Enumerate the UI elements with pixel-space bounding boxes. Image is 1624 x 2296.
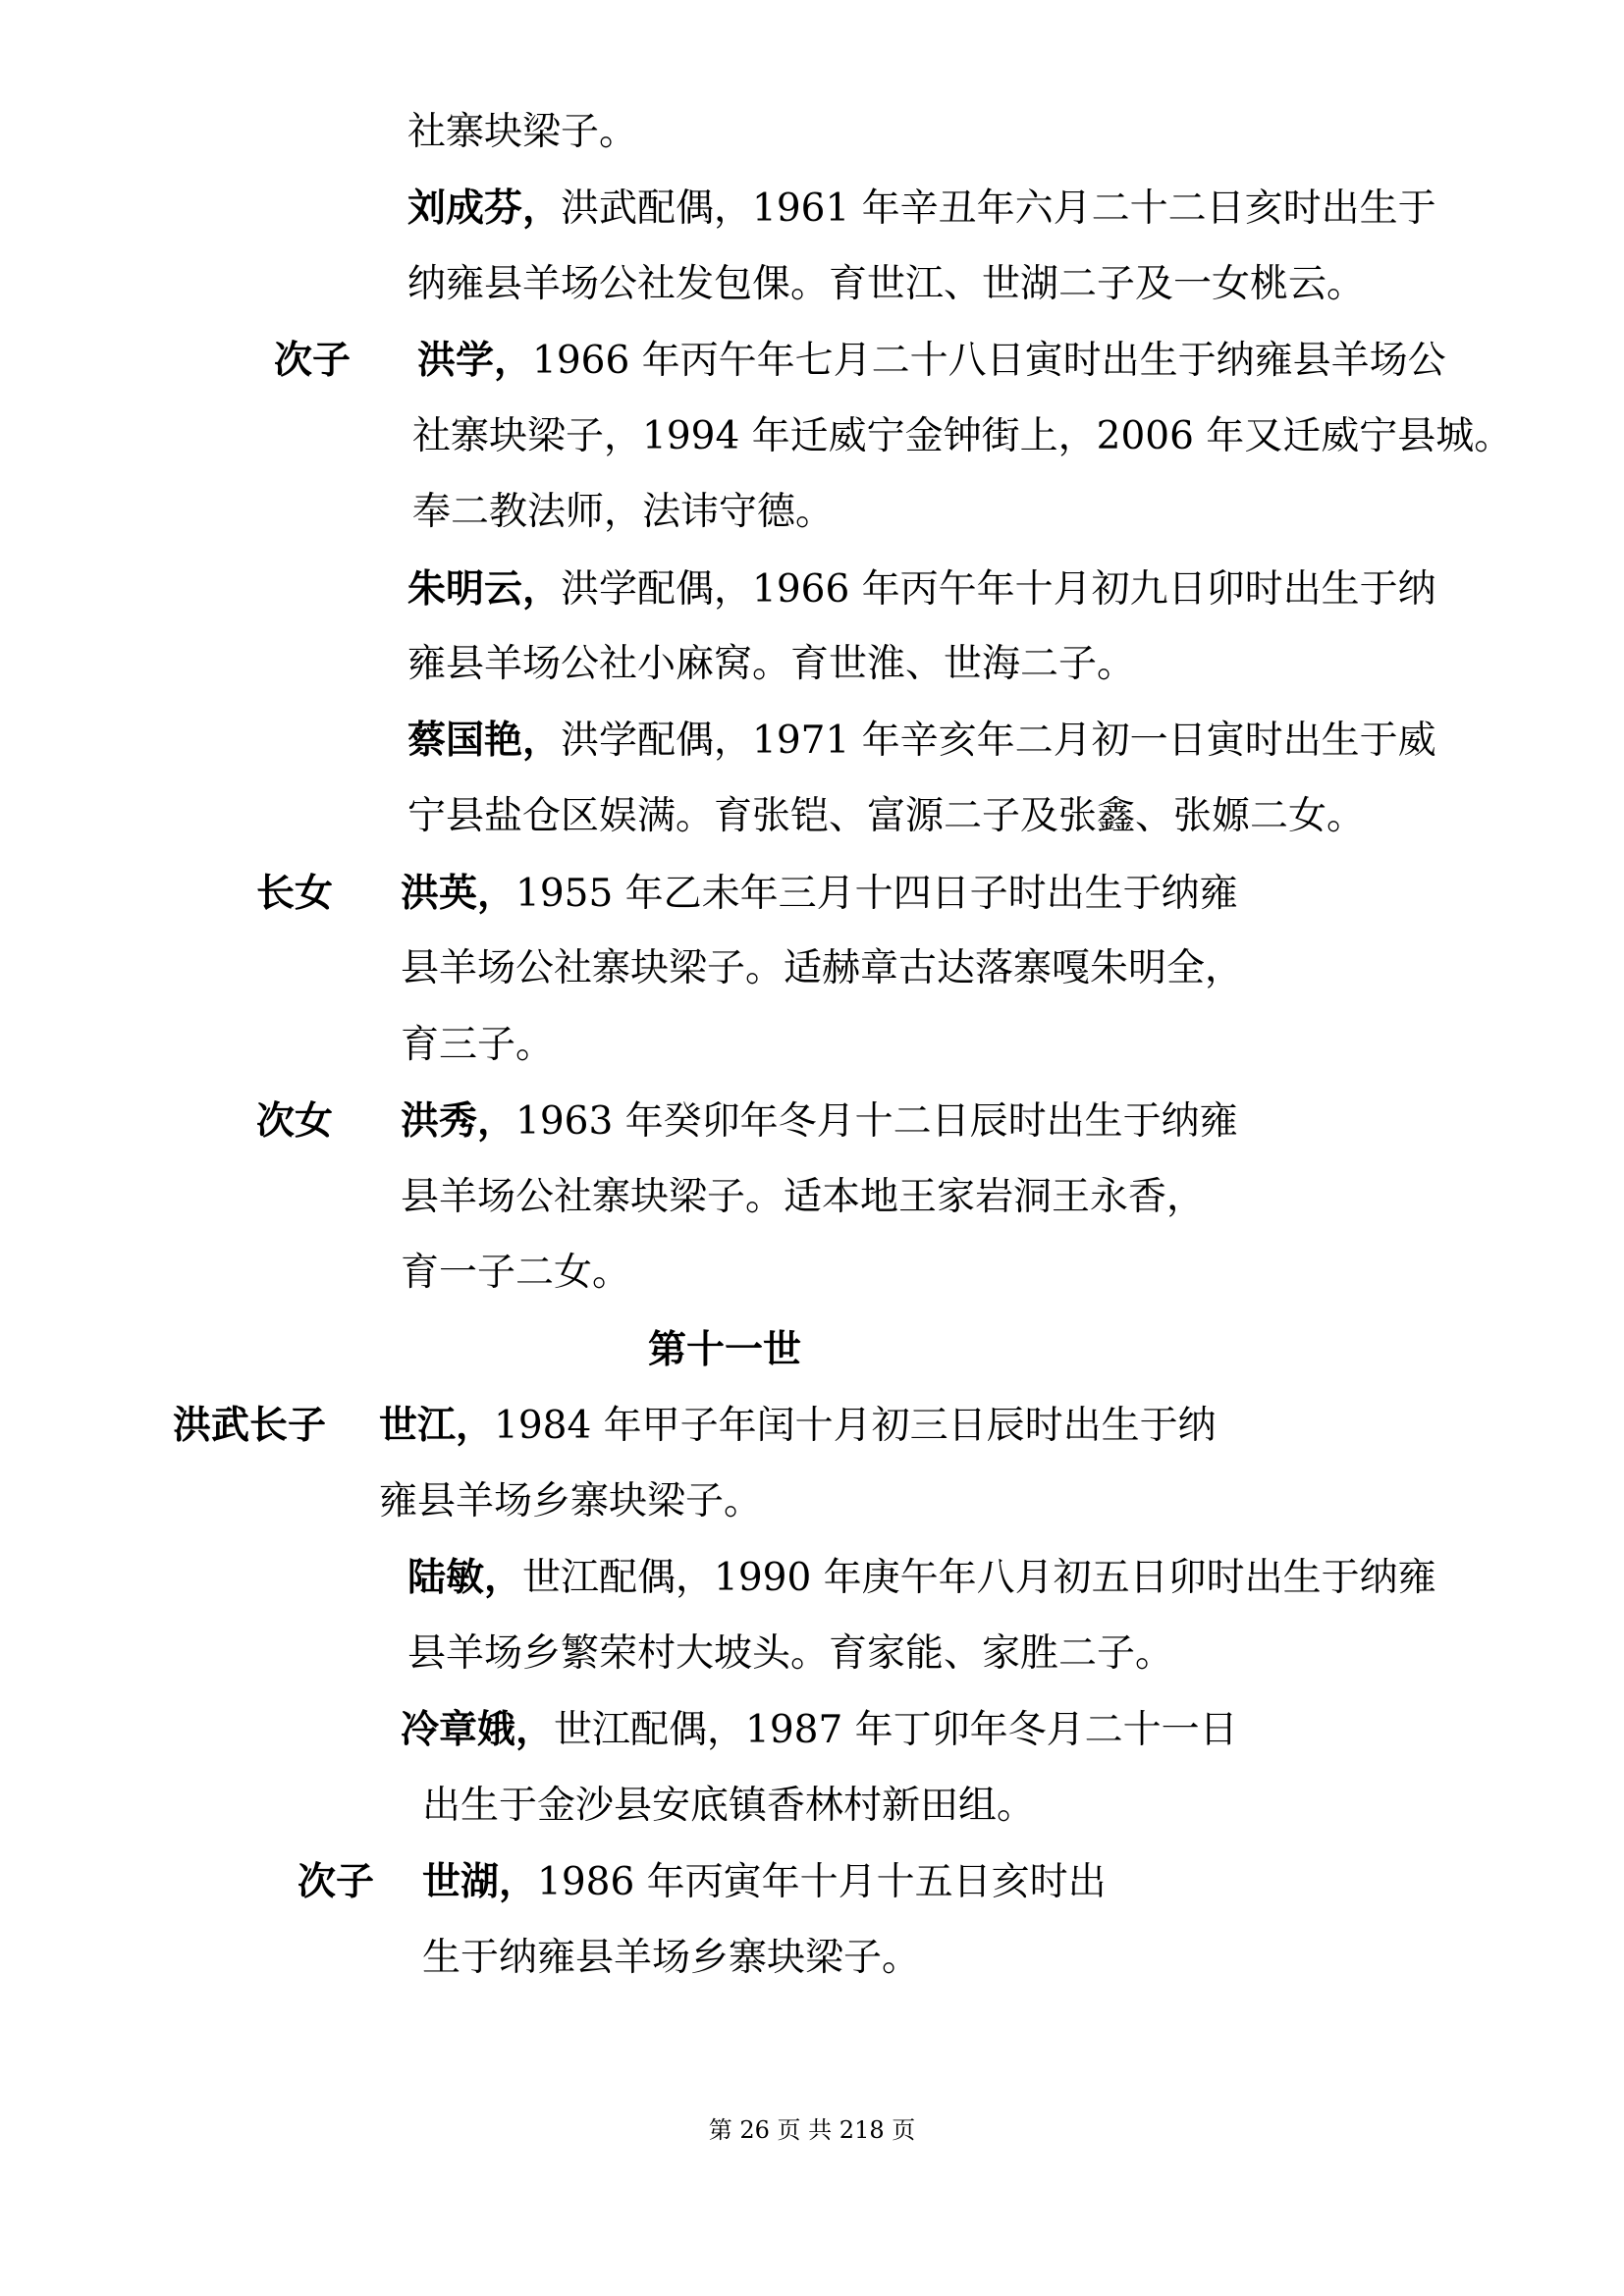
text-line [401, 1022, 554, 1069]
text-line [407, 261, 1365, 308]
person-name: 洪英， [401, 871, 516, 916]
line-text: 洪武配偶，1961 年辛丑年六月二十二日亥时出生于 [561, 187, 1436, 231]
person-name: 陆敏， [407, 1555, 523, 1600]
line-text: 纳雍县羊场公社发包倮。育世江、世湖二子及一女桃云。 [407, 262, 1366, 306]
text-line [379, 1478, 762, 1525]
person-name: 洪学， [417, 338, 533, 383]
line-text: 1986 年丙寅年十月十五日亥时出 [537, 1860, 1107, 1904]
text-line [407, 717, 1436, 765]
text-line [401, 870, 1238, 918]
line-text: 县羊场公社寨块梁子。适赫章古达落寨嘎朱明全， [401, 946, 1244, 990]
text-line [412, 413, 1512, 460]
page-number: 第 26 页 共 218 页 [708, 2116, 916, 2144]
line-text: 世江配偶，1987 年丁卯年冬月二十一日 [554, 1708, 1238, 1752]
person-name: 世湖， [422, 1859, 538, 1904]
line-text: 1955 年乙未年三月十四日子时出生于纳雍 [515, 872, 1238, 916]
entry-label: 洪武长子 [173, 1403, 327, 1448]
text-line [407, 109, 637, 156]
text-line [401, 1250, 630, 1297]
line-text: 1984 年甲子年闰十月初三日辰时出生于纳 [494, 1404, 1217, 1448]
entry-label: 次子 [274, 338, 352, 383]
line-text: 生于纳雍县羊场乡寨块梁子。 [422, 1936, 921, 1980]
person-name: 洪秀， [401, 1098, 516, 1144]
line-text: 出生于金沙县安底镇香林村新田组。 [422, 1784, 1036, 1828]
line-text: 雍县羊场乡寨块梁子。 [379, 1479, 763, 1523]
person-name: 蔡国艳， [407, 718, 562, 763]
line-text: 宁县盐仓区娱满。育张铠、富源二子及张鑫、张嫄二女。 [407, 794, 1366, 838]
text-line [401, 1706, 1238, 1754]
text-line [407, 565, 1436, 614]
person-name: 刘成芬， [407, 186, 562, 231]
entry-label: 次女 [256, 1098, 334, 1144]
text-line [407, 1630, 1173, 1678]
person-name: 冷章娥， [401, 1707, 555, 1752]
line-text: 1966 年丙午年七月二十八日寅时出生于纳雍县羊场公 [532, 339, 1446, 383]
line-text: 社寨块梁子。 [407, 110, 638, 154]
person-name: 朱明云， [407, 566, 562, 612]
line-text: 育一子二女。 [401, 1251, 631, 1295]
entry-label: 次子 [298, 1859, 375, 1904]
text-line [401, 1097, 1238, 1146]
text-line [417, 337, 1446, 385]
line-text: 雍县羊场公社小麻窝。育世淮、世海二子。 [407, 642, 1136, 686]
line-text: 社寨块梁子，1994 年迁威宁金钟街上，2006 年又迁威宁县城。 [412, 414, 1513, 458]
entry-label: 长女 [256, 871, 334, 916]
person-name: 世江， [379, 1403, 495, 1448]
line-text: 洪学配偶，1966 年丙午年十月初九日卯时出生于纳 [561, 567, 1436, 612]
text-line [407, 641, 1135, 688]
text-line [412, 489, 834, 536]
line-text: 1963 年癸卯年冬月十二日辰时出生于纳雍 [515, 1099, 1238, 1144]
text-line [422, 1858, 1107, 1906]
line-text: 县羊场乡繁荣村大坡头。育家能、家胜二子。 [407, 1631, 1174, 1676]
generation-heading: 第十一世 [648, 1327, 802, 1372]
line-text: 洪学配偶，1971 年辛亥年二月初一日寅时出生于威 [561, 719, 1436, 763]
line-text: 县羊场公社寨块梁子。适本地王家岩洞王永香， [401, 1175, 1206, 1219]
text-line [407, 185, 1436, 233]
line-text: 世江配偶，1990 年庚午年八月初五日卯时出生于纳雍 [522, 1556, 1436, 1600]
text-line [401, 945, 1243, 992]
line-text: 奉二教法师，法讳守德。 [412, 490, 835, 534]
text-line [401, 1174, 1205, 1221]
text-line [407, 793, 1365, 840]
text-line [422, 1783, 1035, 1830]
text-line [379, 1402, 1217, 1450]
line-text: 育三子。 [401, 1023, 555, 1067]
text-line [407, 1554, 1436, 1602]
text-line [422, 1935, 920, 1982]
